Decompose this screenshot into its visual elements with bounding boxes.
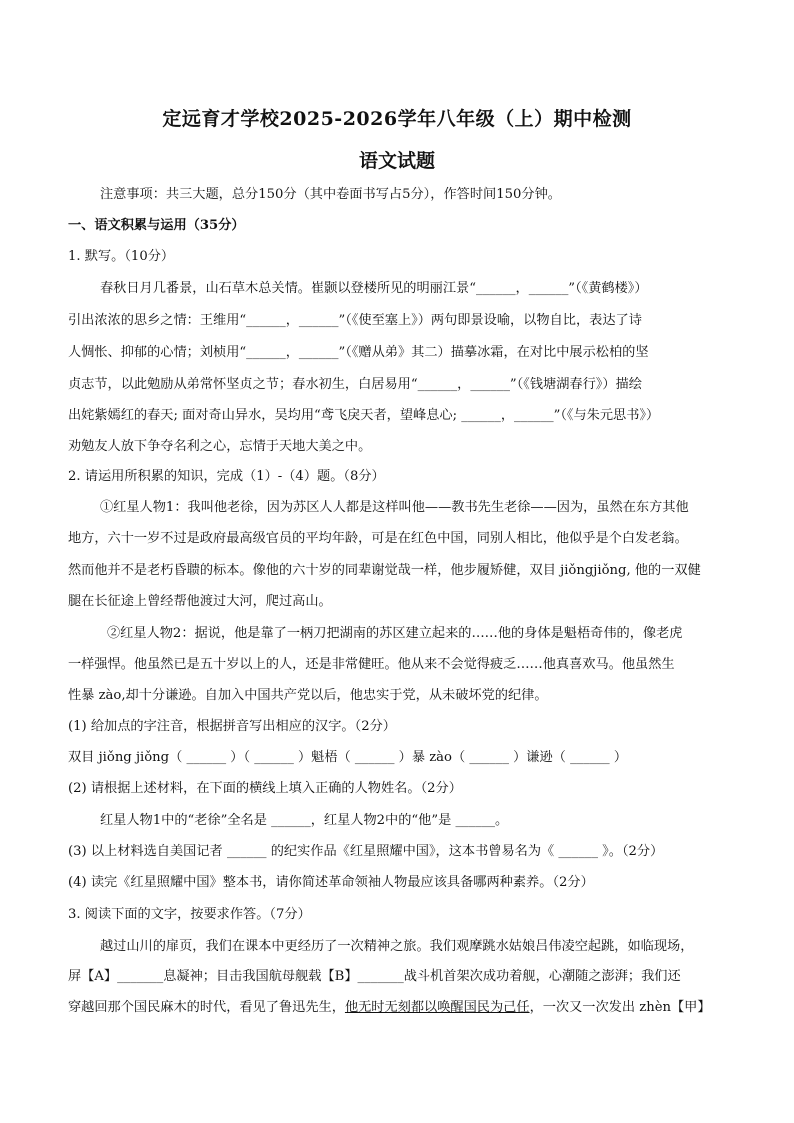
question-1-line: 春秋日月几番景，山石草木总关情。崔颢以登楼所见的明丽江景“______，______”（《黄鹤楼》） <box>100 281 648 296</box>
question-2-sub-4: (4) 读完《红星照耀中国》整本书，请你简述革命领袖人物最应该具备哪两种素养。（2分） <box>68 875 594 890</box>
question-1-title: 1. 默写。（10分） <box>68 249 175 264</box>
question-2-passage-line: 腿在长征途上曾经帮他渡过大河，爬过高山。 <box>68 594 332 609</box>
question-2-sub-2: (2) 请根据上述材料，在下面的横线上填入正确的人物姓名。（2分） <box>68 781 462 796</box>
question-3-line-start: 穿越回那个国民麻木的时代，看见了鲁迅先生， <box>68 1000 345 1015</box>
question-2-sub-2-answer[interactable]: 红星人物1中的“老徐”全名是 ______，红星人物2中的“他”是 ______。 <box>100 813 509 828</box>
question-3-line <box>68 999 742 1017</box>
question-2-passage-line: 性暴 zào,却十分谦逊。自加入中国共产党以后，他忠实于党，从未破坏党的纪律。 <box>68 688 548 703</box>
question-1-line: 劝勉友人放下争夺名利之心，忘情于天地大美之中。 <box>68 439 372 454</box>
question-2-passage-line: ②红星人物2：据说，他是靠了一柄刀把湖南的苏区建立起来的……他的身体是魁梧奇伟的，像老虎 <box>107 626 683 641</box>
question-1-line: 人惆怅、抑郁的心情；刘桢用“______，______”（《赠从弟》其二）描摹冰霜，在对比中展示松柏的坚 <box>68 345 649 360</box>
question-2-passage-line: 地方，六十一岁不过是政府最高级官员的平均年龄，可是在红色中国，同别人相比，他似乎是个白发老翁。 <box>68 531 688 546</box>
question-2-passage-line: 一样强悍。他虽然已是五十岁以上的人，还是非常健旺。他从来不会觉得疲乏……他真喜欢马。他虽然生 <box>68 657 675 672</box>
section-heading: 一、语文积累与运用（35分） <box>68 218 245 233</box>
question-2-sub-1-answer[interactable]: 双目 jiǒng jiǒng（ ______ ）（ ______ ）魁梧（ ______ ）暴 zào（ ______ ）谦逊（ ______ ） <box>68 750 628 765</box>
question-1-line: 引出浓浓的思乡之情：王维用“______，______”（《使至塞上》）两句即景设喻，以物自比，表达了诗 <box>68 313 642 328</box>
notice-text: 注意事项：共三大题，总分150分（其中卷面书写占5分），作答时间150分钟。 <box>100 187 561 202</box>
question-2-title: 2. 请运用所积累的知识，完成（1）-（4）题。（8分） <box>68 469 385 484</box>
question-3-line: 越过山川的扉页，我们在课本中更经历了一次精神之旅。我们观摩跳水姑娘吕伟凌空起跳，如临现场， <box>100 939 694 954</box>
exam-title: 定远育才学校2025-2026学年八年级（上）期中检测 <box>162 108 632 130</box>
question-3-line: 屏【A】_______息凝神；目击我国航母舰载【B】_______战斗机首架次成功着舰，心潮随之澎湃；我们还 <box>68 969 681 984</box>
question-2-passage-line: ①红星人物1：我叫他老徐，因为苏区人人都是这样叫他——教书先生老徐——因为，虽然在东方其他 <box>100 500 689 515</box>
question-2-sub-1: (1) 给加点的字注音，根据拼音写出相应的汉字。（2分） <box>68 719 396 734</box>
underlined-sentence: 他无时无刻都以唤醒国民为己任 <box>344 1000 530 1015</box>
question-1-line: 出姹紫嫣红的春天; 面对奇山异水，吴均用“鸢飞戾天者，望峰息心; ______，______”（《与朱元思书》） <box>68 408 660 423</box>
question-3-line-end: ，一次又一次发出 zhèn【甲】 <box>529 1000 711 1015</box>
exam-subtitle: 语文试题 <box>358 150 435 172</box>
question-3-title: 3. 阅读下面的文字，按要求作答。（7分） <box>68 907 311 922</box>
question-1-line: 贞志节，以此勉励从弟常怀坚贞之节；春水初生，白居易用“______，______”（《钱塘湖春行》）描绘 <box>68 377 642 392</box>
question-2-sub-3: (3) 以上材料选自美国记者 ______ 的纪实作品《红星照耀中国》，这本书曾易名为《 ______ 》。（2分） <box>68 844 664 859</box>
question-2-passage-line: 然而他并不是老朽昏聩的标本。像他的六十岁的同辈谢觉哉一样，他步履矫健，双目 jiǒngjiǒng, 他的一双健 <box>68 563 701 578</box>
